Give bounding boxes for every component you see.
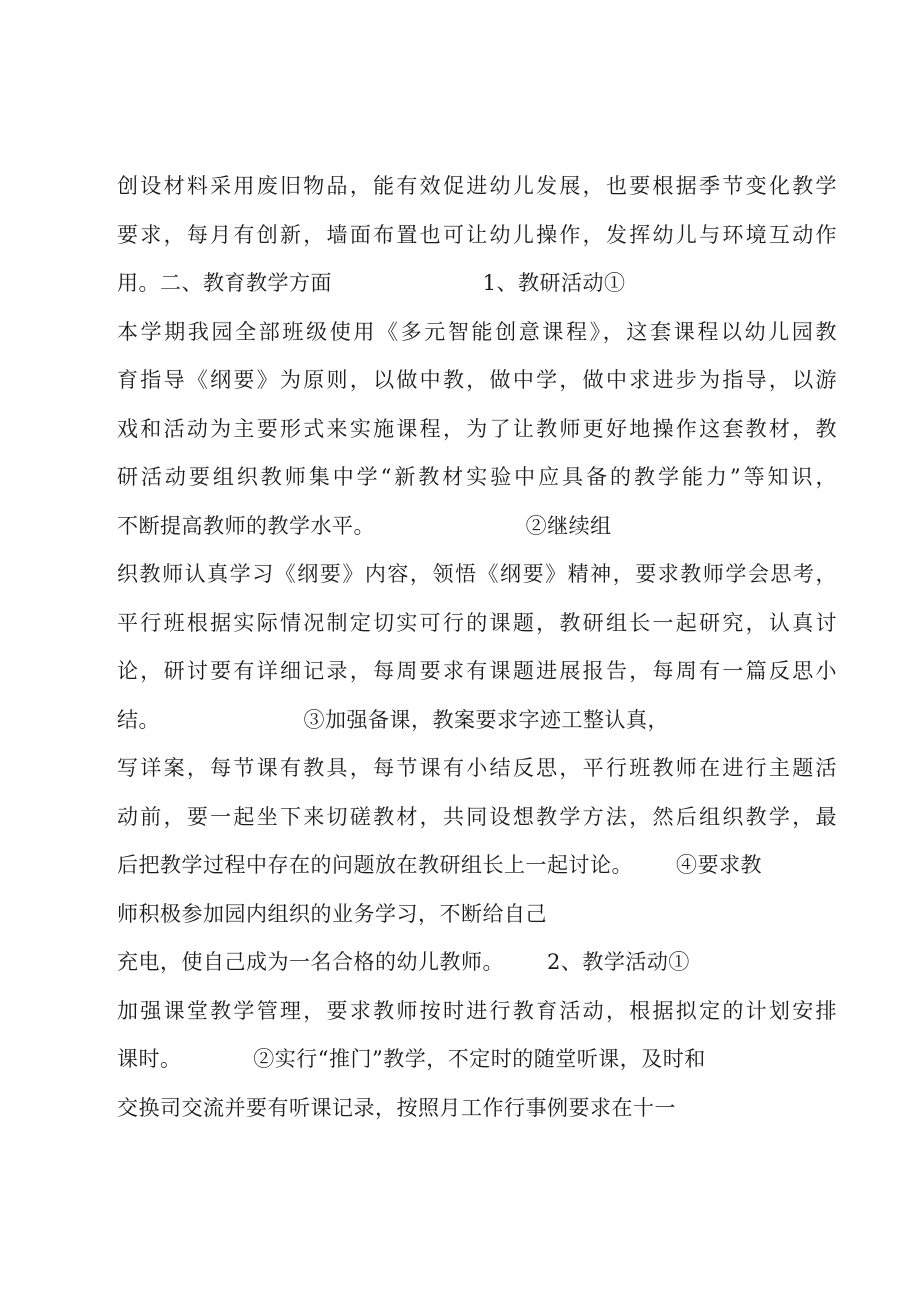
text-line: 要求，每月有创新，墙面布置也可让幼儿操作，发挥幼儿与环境互动作 xyxy=(117,222,837,247)
document-body xyxy=(117,166,837,1136)
text-line: 课时。 ②实行“推门”教学，不定时的随堂听课，及时和 xyxy=(117,1047,706,1071)
text-line: 育指导《纲要》为原则，以做中教，做中学，做中求进步为指导，以游 xyxy=(117,368,837,392)
text-line: 用。二、教育教学方面 1、教研活动① xyxy=(117,271,626,295)
text-line: 后把教学过程中存在的问题放在教研组长上一起讨论。 ④要求教 xyxy=(117,853,763,877)
text-line: 交换司交流并要有听课记录，按照月工作行事例要求在十一 xyxy=(117,1095,676,1120)
text-line: 师积极参加园内组织的业务学习，不断给自己 xyxy=(117,901,547,926)
text-line: 织教师认真学习《纲要》内容，领悟《纲要》精神，要求教师学会思考， xyxy=(117,562,837,586)
text-line: 戏和活动为主要形式来实施课程，为了让教师更好地操作这套教材，教 xyxy=(117,416,837,441)
text-line: 充电，使自己成为一名合格的幼儿教师。 2、教学活动① xyxy=(117,950,690,974)
text-line: 本学期我园全部班级使用《多元智能创意课程》，这套课程以幼儿园教 xyxy=(117,319,837,344)
text-line: 结。 ③加强备课，教案要求字迹工整认真， xyxy=(117,707,670,732)
text-line: 不断提高教师的教学水平。 ②继续组 xyxy=(117,513,612,538)
text-line: 创设材料采用废旧物品，能有效促进幼儿发展，也要根据季节变化教学 xyxy=(117,174,837,198)
text-line: 论，研讨要有详细记录，每周要求有课题进展报告，每周有一篇反思小 xyxy=(117,659,837,683)
text-line: 动前，要一起坐下来切磋教材，共同设想教学方法，然后组织教学，最 xyxy=(117,804,837,829)
text-line: 写详案，每节课有教具，每节课有小结反思，平行班教师在进行主题活 xyxy=(117,756,837,780)
text-line: 研活动要组织教师集中学“新教材实验中应具备的教学能力”等知识， xyxy=(117,465,837,489)
text-line: 平行班根据实际情况制定切实可行的课题，教研组长一起研究，认真讨 xyxy=(117,610,837,635)
text-line: 加强课堂教学管理，要求教师按时进行教育活动，根据拟定的计划安排 xyxy=(117,998,837,1023)
